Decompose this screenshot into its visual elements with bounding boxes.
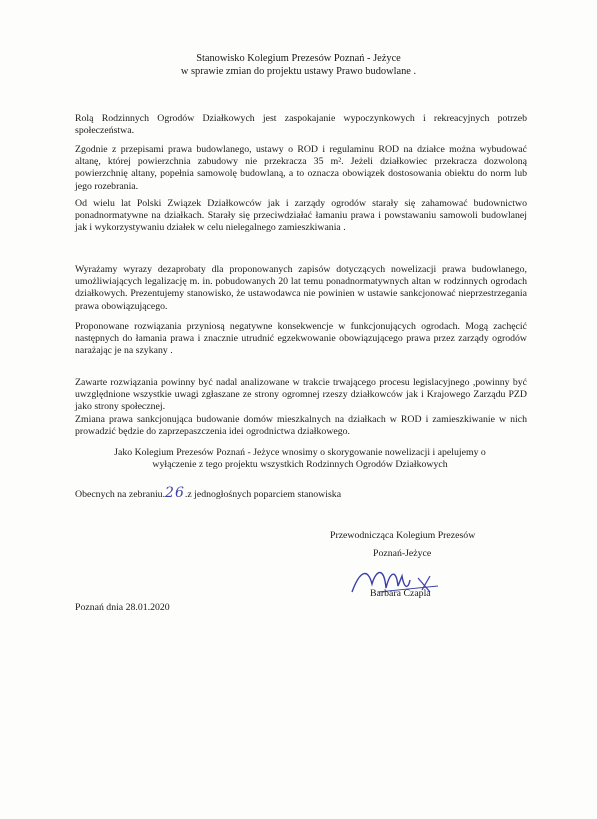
document-title <box>0 52 597 78</box>
signatory-place: Poznań-Jeżyce <box>373 548 432 559</box>
attendance-line <box>75 487 341 501</box>
attendance-after: .z jednogłośnych poparciem stanowiska <box>184 489 342 500</box>
paragraph-4: Wyrażamy wyrazy dezaprobaty dla proponowanych zapisów dotyczących nowelizacji prawa budowlanego, umożliwiających legalizację m. in. pobudowanych 20 lat temu ponadnormatywnych altan w rodzinnych ogrodach działkowych. Prezentujemy stanowisko, że ustawodawca nie powinien w ustawie sankcjonować nieprzestrzegania prawa obowiązującego. <box>75 264 527 312</box>
paragraph-6: Zawarte rozwiązania powinny być nadal analizowane w trakcie trwającego procesu legislacyjnego ,powinny być uwzględnione wszystkie uwagi zgłaszane ze strony ogromnej rzeszy działkowców jak i Krajowego Zarządu PZD jako strony społecznej. <box>75 377 527 413</box>
date-line: Poznań dnia 28.01.2020 <box>75 602 170 613</box>
paragraph-1: Rolą Rodzinnych Ogrodów Działkowych jest zaspokajanie wypoczynkowych i rekreacyjnych potrzeb społeczeństwa. <box>75 113 527 137</box>
paragraph-3: Od wielu lat Polski Związek Działkowców jak i zarządy ogrodów starały się zahamować budownictwo ponadnormatywne na działkach. Starały się przeciwdziałać łamaniu prawa i powstawaniu samowoli budowlanej jak i wykorzystywaniu działek w celu nielegalnego zamieszkiwania . <box>75 198 527 234</box>
title-line-1: Stanowisko Kolegium Prezesów Poznań - Jeżyce <box>196 53 401 64</box>
title-line-2: w sprawie zmian do projektu ustawy Prawo budowlane . <box>180 66 417 77</box>
paragraph-7: Zmiana prawa sankcjonująca budowanie domów mieszkalnych na działkach w ROD i zamieszkiwanie w nich prowadzić będzie do zaprzepaszczenia idei ogrodnictwa działkowego. <box>75 414 527 438</box>
signatory-name: Barbara Czapla <box>370 588 431 599</box>
appeal-paragraph: Jako Kolegium Prezesów Poznań - Jeżyce wnosimy o skorygowanie nowelizacji i apelujemy o wyłączenie z tego projektu wszystkich Rodzinnych Ogrodów Działkowych <box>114 447 486 471</box>
paragraph-5: Proponowane rozwiązania przyniosą negatywne konsekwencje w funkcjonujących ogrodach. Mogą zachęcić następnych do łamania prawa i znacznie utrudnić egzekwowanie obowiązującego prawa przez zarządy ogrodów narażając je na szykany . <box>75 321 527 357</box>
attendance-before: Obecnych na zebraniu. <box>75 489 166 500</box>
signatory-role: Przewodnicząca Kolegium Prezesów <box>330 530 476 541</box>
attendance-count: 26 <box>165 485 185 501</box>
paragraph-2: Zgodnie z przepisami prawa budowlanego, ustawy o ROD i regulaminu ROD na działce można wybudować altanę, której powierzchnia zabudowy nie przekracza 35 m². Jeżeli działkowiec przekracza dozwoloną powierzchnię altany, popełnia samowolę budowlaną, a to oznacza obowiązek dostosowania obiektu do norm lub jego rozebrania. <box>75 144 527 192</box>
